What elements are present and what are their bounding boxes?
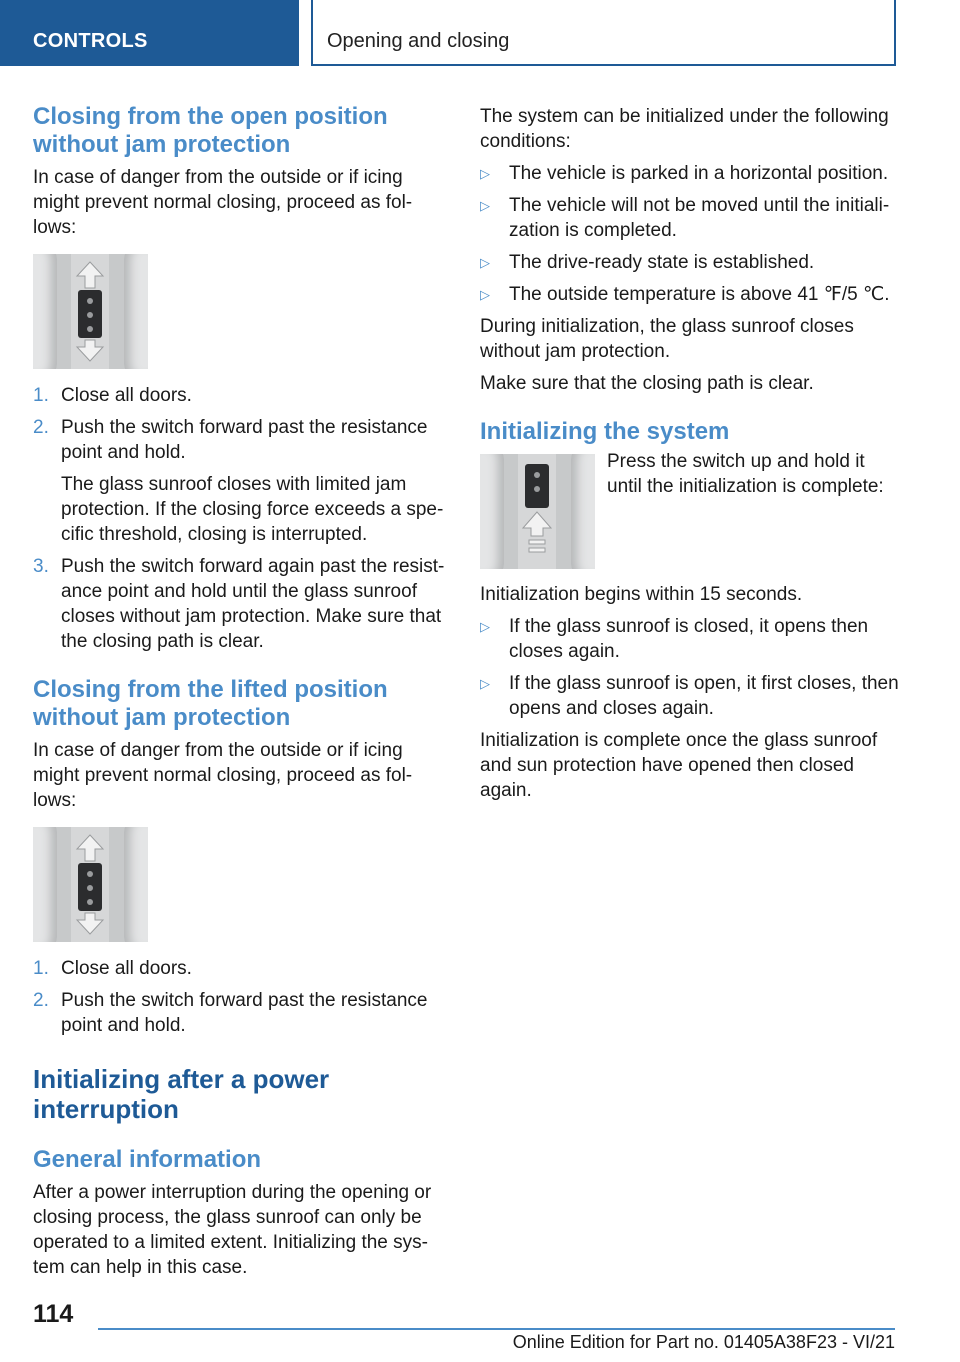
init-item-text: If the glass sunroof is open, it first closes, then opens and closes again. <box>509 673 899 719</box>
arrow-up-icon <box>480 454 595 569</box>
heading-close-lifted: Closing from the lifted position without jam protection <box>33 676 388 731</box>
condition-text: The outside temperature is above 41 ℉/5 ℃. <box>509 284 890 305</box>
list-item <box>33 554 449 654</box>
edition-info: Online Edition for Part no. 01405A38F23 - VI/21 <box>512 1332 895 1352</box>
intro-close-lifted: In case of danger from the outside or if icing might prevent normal closing, proceed as fol‐lows: <box>33 740 413 811</box>
section-title: CONTROLS <box>33 30 148 52</box>
clear-path-text: Make sure that the closing path is clear. <box>480 373 814 394</box>
list-item <box>33 956 449 981</box>
right-column <box>480 100 900 803</box>
condition-text: The drive-ready state is established. <box>509 252 815 273</box>
press-switch-block <box>480 451 900 570</box>
list-item <box>480 161 900 186</box>
condition-text: The vehicle will not be moved until the initiali‐zation is completed. <box>509 195 890 241</box>
heading-initializing-system: Initializing the system <box>480 418 730 445</box>
step-note: The glass sunroof closes with limited jam protection. If the closing force exceeds a spe‐cific threshold, closing is interrupted. <box>61 474 444 545</box>
steps-close-lifted <box>33 956 449 1038</box>
step-number: 3. <box>33 556 49 577</box>
list-item <box>33 383 449 408</box>
during-initialization-text: During initialization, the glass sunroof closes without jam protection. <box>480 316 854 362</box>
init-item-text: If the glass sunroof is closed, it opens then closes again. <box>509 616 869 662</box>
general-information-text: After a power interruption during the opening or closing process, the glass sunroof can only be operated to a limited extent. Initializing the sys‐tem can help in this case. <box>33 1182 432 1278</box>
list-item <box>33 415 449 547</box>
list-item <box>480 671 900 721</box>
switch-forward-image <box>33 254 148 369</box>
bullet-triangle-icon: ▷ <box>480 676 490 691</box>
step-number: 2. <box>33 990 49 1011</box>
conditions-intro: The system can be initialized under the following conditions: <box>480 106 889 152</box>
step-text: Push the switch forward past the resistance point and hold. <box>61 417 428 463</box>
heading-general-information: General information <box>33 1146 262 1173</box>
chapter-tab <box>311 0 896 66</box>
list-item <box>480 282 900 307</box>
chapter-title: Opening and closing <box>327 30 510 52</box>
bullet-triangle-icon: ▷ <box>480 198 490 213</box>
initialization-complete-text: Initialization is complete once the glass sunroof and sun protection have opened then closed again. <box>480 730 878 801</box>
list-item <box>480 614 900 664</box>
list-item <box>33 988 449 1038</box>
list-item <box>480 250 900 275</box>
step-text: Close all doors. <box>61 958 192 979</box>
bullet-triangle-icon: ▷ <box>480 619 490 634</box>
initialization-list <box>480 614 900 721</box>
condition-text: The vehicle is parked in a horizontal position. <box>509 163 889 184</box>
step-number: 1. <box>33 958 49 979</box>
left-column <box>33 100 449 1280</box>
bullet-triangle-icon: ▷ <box>480 255 490 270</box>
step-text: Push the switch forward again past the resist‐ance point and hold until the glass sunroof closes without jam protection. Make sure that the closing path is clear. <box>61 556 445 652</box>
page-number: 114 <box>33 1300 74 1328</box>
heading-close-open: Closing from the open position without jam protection <box>33 103 388 158</box>
footer-divider <box>98 1328 895 1330</box>
switch-forward-image-2 <box>33 827 148 942</box>
steps-close-open <box>33 383 449 654</box>
intro-close-open: In case of danger from the outside or if icing might prevent normal closing, proceed as fol‐lows: <box>33 167 413 238</box>
heading-power-interruption: Initializing after a power interruption <box>33 1064 330 1124</box>
conditions-list <box>480 161 900 307</box>
bullet-triangle-icon: ▷ <box>480 287 490 302</box>
press-switch-text: Press the switch up and hold it until the initialization is complete: <box>607 451 884 497</box>
step-text: Push the switch forward past the resistance point and hold. <box>61 990 428 1036</box>
step-number: 1. <box>33 385 49 406</box>
switch-up-image <box>480 454 595 569</box>
list-item <box>480 193 900 243</box>
bullet-triangle-icon: ▷ <box>480 166 490 181</box>
section-tab <box>0 0 299 66</box>
initialization-begins-text: Initialization begins within 15 seconds. <box>480 584 803 605</box>
step-number: 2. <box>33 417 49 438</box>
step-text: Close all doors. <box>61 385 192 406</box>
